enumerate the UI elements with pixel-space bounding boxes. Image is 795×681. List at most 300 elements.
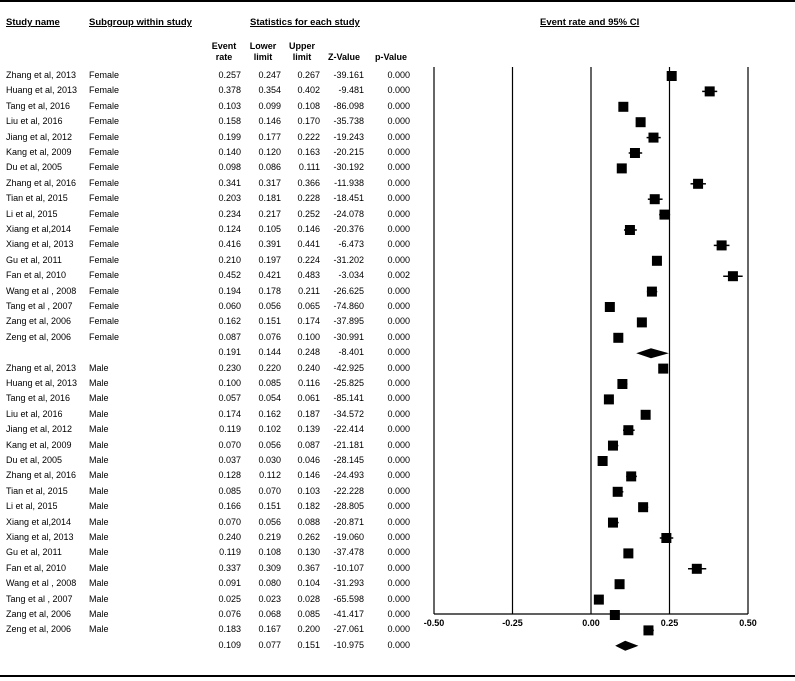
p-cell: 0.000 xyxy=(387,100,410,111)
point-estimate-square xyxy=(604,394,614,404)
upper-cell: 0.130 xyxy=(297,547,320,558)
subgroup-cell: Female xyxy=(89,70,120,80)
rate-cell: 0.098 xyxy=(218,162,241,173)
subgroup-cell: Male xyxy=(89,439,109,450)
rate-cell: 0.128 xyxy=(218,470,241,481)
lower-cell: 0.144 xyxy=(258,347,281,358)
subgroup-cell: Female xyxy=(89,301,120,311)
study-name-cell: Zhang et al, 2013 xyxy=(6,70,77,80)
p-cell: 0.000 xyxy=(387,439,410,450)
p-cell: 0.000 xyxy=(387,378,410,388)
z-cell: -28.805 xyxy=(333,501,364,512)
p-cell: 0.000 xyxy=(387,609,410,619)
study-name-cell: Tian et al, 2015 xyxy=(6,485,68,496)
lower-cell: 0.177 xyxy=(258,131,281,142)
rate-cell: 0.076 xyxy=(218,609,241,619)
z-cell: -37.478 xyxy=(333,547,364,558)
upper-cell: 0.100 xyxy=(297,331,320,342)
point-estimate-square xyxy=(643,625,653,635)
lower-cell: 0.167 xyxy=(258,624,281,635)
point-estimate-square xyxy=(594,595,604,605)
lower-cell: 0.391 xyxy=(258,239,281,250)
upper-cell: 0.146 xyxy=(297,470,320,481)
lower-cell: 0.421 xyxy=(258,270,281,281)
upper-cell: 0.402 xyxy=(297,85,320,96)
z-cell: -86.098 xyxy=(333,100,364,111)
lower-cell: 0.112 xyxy=(259,470,281,481)
subgroup-cell: Female xyxy=(89,100,120,111)
upper-cell: 0.170 xyxy=(297,116,320,127)
subgroup-cell: Female xyxy=(89,254,120,265)
subgroup-cell: Male xyxy=(89,578,109,589)
p-cell: 0.000 xyxy=(387,239,410,250)
rate-cell: 0.140 xyxy=(218,147,241,157)
z-cell: -37.895 xyxy=(333,316,364,327)
p-cell: 0.000 xyxy=(387,347,410,358)
lower-cell: 0.054 xyxy=(258,393,281,404)
rate-cell: 0.119 xyxy=(219,424,241,435)
subgroup-cell: Female xyxy=(89,208,120,219)
point-estimate-square xyxy=(728,271,738,281)
p-cell: 0.000 xyxy=(387,285,410,296)
lower-cell: 0.178 xyxy=(258,285,281,296)
upper-cell: 0.116 xyxy=(298,378,320,388)
rate-cell: 0.194 xyxy=(218,285,241,296)
z-cell: -8.401 xyxy=(338,347,364,358)
p-cell: 0.000 xyxy=(387,470,410,481)
subgroup-cell: Male xyxy=(89,393,109,404)
lower-cell: 0.120 xyxy=(258,147,281,157)
point-estimate-square xyxy=(618,102,628,112)
p-cell: 0.000 xyxy=(387,424,410,435)
point-estimate-square xyxy=(717,240,727,250)
subgroup-cell: Female xyxy=(89,224,120,234)
point-estimate-square xyxy=(608,518,618,528)
rate-cell: 0.025 xyxy=(218,593,241,604)
p-cell: 0.000 xyxy=(387,532,410,542)
study-name-cell: Jiang et al, 2012 xyxy=(6,424,73,435)
lower-cell: 0.068 xyxy=(258,609,281,619)
rate-cell: 0.100 xyxy=(218,378,241,388)
lower-cell: 0.070 xyxy=(258,485,281,496)
study-name-cell: Jiang et al, 2012 xyxy=(6,131,73,142)
p-cell: 0.000 xyxy=(387,593,410,604)
rate-cell: 0.060 xyxy=(218,301,241,311)
study-name-cell: Tang et al, 2016 xyxy=(6,393,71,404)
rate-cell: 0.057 xyxy=(218,393,241,404)
z-cell: -34.572 xyxy=(333,408,364,419)
header-statistics: Statistics for each study xyxy=(250,17,360,28)
lower-cell: 0.030 xyxy=(258,455,281,465)
z-cell: -24.078 xyxy=(333,208,364,219)
rate-cell: 0.119 xyxy=(219,547,241,558)
z-cell: -6.473 xyxy=(338,239,364,250)
subgroup-cell: Female xyxy=(89,162,120,173)
z-cell: -65.598 xyxy=(333,593,364,604)
lower-cell: 0.023 xyxy=(258,593,281,604)
lower-cell: 0.080 xyxy=(258,578,281,589)
lower-cell: 0.077 xyxy=(258,639,281,650)
p-cell: 0.000 xyxy=(387,393,410,404)
study-name-cell: Huang et al, 2013 xyxy=(6,378,78,388)
lower-cell: 0.108 xyxy=(258,547,281,558)
point-estimate-square xyxy=(693,179,703,189)
upper-cell: 0.108 xyxy=(297,100,320,111)
rate-cell: 0.210 xyxy=(218,254,241,265)
rate-cell: 0.087 xyxy=(218,331,241,342)
subgroup-cell: Male xyxy=(89,624,109,635)
lower-cell: 0.105 xyxy=(258,224,281,234)
z-cell: -35.738 xyxy=(333,116,364,127)
p-cell: 0.000 xyxy=(387,254,410,265)
rate-cell: 0.085 xyxy=(218,485,241,496)
upper-cell: 0.174 xyxy=(297,316,320,327)
z-cell: -20.871 xyxy=(333,516,364,527)
study-name-cell: Gu et al, 2011 xyxy=(6,254,62,265)
upper-cell: 0.061 xyxy=(297,393,320,404)
upper-cell: 0.151 xyxy=(297,639,320,650)
p-cell: 0.000 xyxy=(387,147,410,157)
subgroup-cell: Male xyxy=(89,532,109,542)
upper-cell: 0.252 xyxy=(297,208,320,219)
study-name-cell: Zang et al, 2006 xyxy=(6,316,72,327)
rate-cell: 0.337 xyxy=(218,562,241,573)
lower-cell: 0.309 xyxy=(258,562,281,573)
study-name-cell: Liu et al, 2016 xyxy=(6,116,63,127)
upper-cell: 0.139 xyxy=(297,424,320,435)
point-estimate-square xyxy=(617,379,627,389)
z-cell: -28.145 xyxy=(333,455,364,465)
rate-cell: 0.109 xyxy=(218,639,241,650)
study-name-cell: Du et al, 2005 xyxy=(6,162,63,173)
z-cell: -21.181 xyxy=(333,439,364,450)
z-cell: -19.243 xyxy=(333,131,364,142)
upper-cell: 0.262 xyxy=(297,532,320,542)
point-estimate-square xyxy=(648,133,658,143)
p-cell: 0.000 xyxy=(387,208,410,219)
point-estimate-square xyxy=(658,364,668,374)
rate-cell: 0.257 xyxy=(218,70,241,80)
upper-cell: 0.222 xyxy=(297,131,320,142)
study-name-cell: Tian et al, 2015 xyxy=(6,193,68,204)
lower-cell: 0.056 xyxy=(258,439,281,450)
p-cell: 0.000 xyxy=(387,224,410,234)
point-estimate-square xyxy=(638,502,648,512)
rate-cell: 0.203 xyxy=(218,193,241,204)
lower-cell: 0.151 xyxy=(258,501,281,512)
z-cell: -18.451 xyxy=(333,193,364,204)
study-name-cell: Zhang et al, 2016 xyxy=(6,470,77,481)
lower-cell: 0.247 xyxy=(258,70,281,80)
p-cell: 0.000 xyxy=(387,578,410,589)
lower-cell: 0.181 xyxy=(258,193,281,204)
z-cell: -11.938 xyxy=(334,177,364,188)
upper-cell: 0.085 xyxy=(297,609,320,619)
p-cell: 0.000 xyxy=(387,624,410,635)
z-cell: -10.107 xyxy=(333,562,364,573)
lower-cell: 0.056 xyxy=(258,516,281,527)
rate-cell: 0.158 xyxy=(218,116,241,127)
point-estimate-square xyxy=(630,148,640,158)
point-estimate-square xyxy=(661,533,671,543)
p-cell: 0.000 xyxy=(387,85,410,96)
lower-cell: 0.220 xyxy=(258,362,281,373)
rate-cell: 0.199 xyxy=(218,131,241,142)
subgroup-cell: Female xyxy=(89,177,120,188)
upper-cell: 0.103 xyxy=(297,485,320,496)
lower-cell: 0.056 xyxy=(258,301,281,311)
rate-cell: 0.234 xyxy=(218,208,241,219)
x-tick-label: 0.00 xyxy=(582,618,600,628)
z-cell: -41.417 xyxy=(333,609,364,619)
upper-cell: 0.028 xyxy=(297,593,320,604)
upper-cell: 0.163 xyxy=(297,147,320,157)
subgroup-cell: Female xyxy=(89,331,120,342)
rate-cell: 0.162 xyxy=(218,316,241,327)
p-cell: 0.000 xyxy=(387,501,410,512)
x-tick-label: -0.25 xyxy=(502,618,523,628)
rate-cell: 0.037 xyxy=(218,455,241,465)
study-name-cell: Xiang et al,2014 xyxy=(6,516,72,527)
z-cell: -9.481 xyxy=(338,85,364,96)
upper-cell: 0.182 xyxy=(297,501,320,512)
rate-cell: 0.124 xyxy=(218,224,241,234)
point-estimate-square xyxy=(615,579,625,589)
upper-cell: 0.367 xyxy=(297,562,320,573)
p-cell: 0.000 xyxy=(387,116,410,127)
z-cell: -74.860 xyxy=(333,301,364,311)
x-tick-label: 0.50 xyxy=(739,618,757,628)
lower-cell: 0.317 xyxy=(258,177,281,188)
z-cell: -25.825 xyxy=(333,378,364,388)
study-name-cell: Tang et al, 2016 xyxy=(6,100,71,111)
study-name-cell: Wang et al , 2008 xyxy=(6,285,77,296)
rate-cell: 0.103 xyxy=(218,100,241,111)
p-cell: 0.000 xyxy=(387,485,410,496)
upper-cell: 0.441 xyxy=(297,239,320,250)
lower-cell: 0.217 xyxy=(258,208,281,219)
point-estimate-square xyxy=(613,333,623,343)
z-cell: -39.161 xyxy=(333,70,364,80)
col-p-value: p-Value xyxy=(374,52,407,62)
rate-cell: 0.416 xyxy=(218,239,241,250)
point-estimate-square xyxy=(613,487,623,497)
lower-cell: 0.197 xyxy=(258,254,281,265)
rate-cell: 0.174 xyxy=(218,408,241,419)
p-cell: 0.000 xyxy=(387,562,410,573)
study-name-cell: Zeng et al, 2006 xyxy=(6,331,72,342)
z-cell: -30.991 xyxy=(333,331,364,342)
upper-cell: 0.200 xyxy=(297,624,320,635)
study-name-cell: Liu et al, 2016 xyxy=(6,408,63,419)
point-estimate-square xyxy=(598,456,608,466)
lower-cell: 0.354 xyxy=(258,85,281,96)
upper-cell: 0.187 xyxy=(297,408,320,419)
col-upper-limit-line1: Upper xyxy=(288,41,315,51)
p-cell: 0.000 xyxy=(387,162,410,173)
study-name-cell: Li et al, 2015 xyxy=(6,208,58,219)
rate-cell: 0.240 xyxy=(218,532,241,542)
rate-cell: 0.341 xyxy=(218,177,241,188)
rate-cell: 0.166 xyxy=(218,501,241,512)
z-cell: -26.625 xyxy=(333,285,364,296)
rate-cell: 0.230 xyxy=(218,362,241,373)
subgroup-cell: Female xyxy=(89,147,120,157)
point-estimate-square xyxy=(617,163,627,173)
z-cell: -22.414 xyxy=(333,424,364,435)
z-cell: -42.925 xyxy=(333,362,364,373)
lower-cell: 0.151 xyxy=(258,316,281,327)
subgroup-cell: Female xyxy=(89,131,120,142)
lower-cell: 0.099 xyxy=(258,100,281,111)
lower-cell: 0.076 xyxy=(258,331,281,342)
p-cell: 0.000 xyxy=(387,516,410,527)
lower-cell: 0.085 xyxy=(258,378,281,388)
study-name-cell: Kang et al, 2009 xyxy=(6,147,72,157)
subgroup-cell: Male xyxy=(89,593,109,604)
study-name-cell: Kang et al, 2009 xyxy=(6,439,72,450)
subgroup-cell: Male xyxy=(89,424,109,435)
rate-cell: 0.452 xyxy=(218,270,241,281)
point-estimate-square xyxy=(652,256,662,266)
upper-cell: 0.267 xyxy=(297,70,320,80)
subgroup-cell: Female xyxy=(89,270,120,281)
point-estimate-square xyxy=(626,471,636,481)
study-name-cell: Zang et al, 2006 xyxy=(6,609,72,619)
lower-cell: 0.086 xyxy=(258,162,281,173)
study-name-cell: Xiang et al, 2013 xyxy=(6,532,74,542)
study-name-cell: Fan et al, 2010 xyxy=(6,562,67,573)
x-tick-label: 0.25 xyxy=(660,618,679,628)
p-cell: 0.000 xyxy=(387,177,410,188)
z-cell: -24.493 xyxy=(333,470,364,481)
point-estimate-square xyxy=(605,302,615,312)
p-cell: 0.000 xyxy=(387,301,410,311)
subgroup-cell: Male xyxy=(89,501,109,512)
point-estimate-square xyxy=(623,548,633,558)
upper-cell: 0.104 xyxy=(297,578,320,589)
point-estimate-square xyxy=(647,287,657,297)
study-name-cell: Wang et al , 2008 xyxy=(6,578,77,589)
rate-cell: 0.378 xyxy=(218,85,241,96)
point-estimate-square xyxy=(608,441,618,451)
subgroup-cell: Male xyxy=(89,547,109,558)
study-name-cell: Tang et al , 2007 xyxy=(6,593,73,604)
z-cell: -19.060 xyxy=(333,532,364,542)
col-event-rate-line1: Event xyxy=(211,41,237,51)
subgroup-cell: Male xyxy=(89,408,109,419)
upper-cell: 0.146 xyxy=(297,224,320,234)
study-name-cell: Li et al, 2015 xyxy=(6,501,58,512)
subgroup-cell: Male xyxy=(89,470,109,481)
subgroup-cell: Male xyxy=(89,455,109,465)
z-cell: -20.376 xyxy=(333,224,364,234)
col-lower-limit-line1: Lower xyxy=(249,41,277,51)
study-name-cell: Xiang et al,2014 xyxy=(6,224,72,234)
study-name-cell: Fan et al, 2010 xyxy=(6,270,67,281)
p-cell: 0.000 xyxy=(387,316,410,327)
lower-cell: 0.146 xyxy=(258,116,281,127)
p-cell: 0.000 xyxy=(387,193,410,204)
study-name-cell: Tang et al , 2007 xyxy=(6,301,73,311)
study-name-cell: Zhang et al, 2016 xyxy=(6,177,77,188)
study-name-cell: Huang et al, 2013 xyxy=(6,85,78,96)
study-name-cell: Zeng et al, 2006 xyxy=(6,624,72,635)
subgroup-cell: Male xyxy=(89,362,109,373)
z-cell: -22.228 xyxy=(333,485,364,496)
upper-cell: 0.366 xyxy=(297,177,320,188)
summary-diamond xyxy=(636,348,669,358)
upper-cell: 0.087 xyxy=(297,439,320,450)
p-cell: 0.000 xyxy=(387,455,410,465)
p-cell: 0.002 xyxy=(387,270,410,281)
subgroup-cell: Male xyxy=(89,562,109,573)
p-cell: 0.000 xyxy=(387,331,410,342)
rate-cell: 0.070 xyxy=(218,439,241,450)
z-cell: -30.192 xyxy=(333,162,364,173)
subgroup-cell: Female xyxy=(89,116,120,127)
header-plot-title: Event rate and 95% CI xyxy=(540,17,640,28)
point-estimate-square xyxy=(610,610,620,620)
point-estimate-square xyxy=(705,86,715,96)
subgroup-cell: Male xyxy=(89,609,109,619)
p-cell: 0.000 xyxy=(387,131,410,142)
z-cell: -20.215 xyxy=(333,147,364,157)
rate-cell: 0.183 xyxy=(218,624,241,635)
point-estimate-square xyxy=(623,425,633,435)
p-cell: 0.000 xyxy=(387,362,410,373)
upper-cell: 0.240 xyxy=(297,362,320,373)
rate-cell: 0.070 xyxy=(218,516,241,527)
summary-diamond xyxy=(615,641,638,651)
point-estimate-square xyxy=(659,210,669,220)
x-tick-label: -0.50 xyxy=(423,618,445,628)
col-event-rate-line2: rate xyxy=(215,52,233,62)
study-name-cell: Gu et al, 2011 xyxy=(6,547,62,558)
study-name-cell: Zhang et al, 2013 xyxy=(6,362,77,373)
upper-cell: 0.111 xyxy=(298,162,320,173)
point-estimate-square xyxy=(637,317,647,327)
header-study-name: Study name xyxy=(6,17,60,28)
upper-cell: 0.088 xyxy=(297,516,320,527)
subgroup-cell: Male xyxy=(89,485,109,496)
subgroup-cell: Female xyxy=(89,239,120,250)
upper-cell: 0.248 xyxy=(297,347,320,358)
lower-cell: 0.219 xyxy=(258,532,281,542)
z-cell: -31.202 xyxy=(333,254,364,265)
point-estimate-square xyxy=(636,117,646,127)
subgroup-cell: Male xyxy=(89,378,109,388)
study-name-cell: Xiang et al, 2013 xyxy=(6,239,74,250)
study-name-cell: Du et al, 2005 xyxy=(6,455,63,465)
subgroup-cell: Female xyxy=(89,85,120,96)
z-cell: -27.061 xyxy=(333,624,364,635)
p-cell: 0.000 xyxy=(387,408,410,419)
header-subgroup: Subgroup within study xyxy=(89,17,192,28)
z-cell: -10.975 xyxy=(333,639,364,650)
point-estimate-square xyxy=(667,71,677,81)
subgroup-cell: Female xyxy=(89,316,120,327)
upper-cell: 0.211 xyxy=(298,285,320,296)
point-estimate-square xyxy=(641,410,651,420)
subgroup-cell: Male xyxy=(89,516,109,527)
lower-cell: 0.162 xyxy=(258,408,281,419)
rate-cell: 0.191 xyxy=(218,347,241,358)
col-z-value: Z-Value xyxy=(327,52,360,62)
upper-cell: 0.483 xyxy=(297,270,320,281)
point-estimate-square xyxy=(650,194,660,204)
point-estimate-square xyxy=(692,564,702,574)
